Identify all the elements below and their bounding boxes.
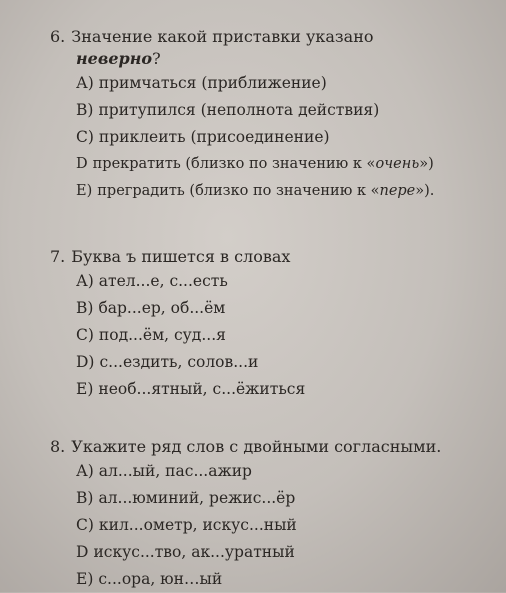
option-text <box>93 156 434 172</box>
question-6-number: 6. <box>50 27 66 46</box>
option-text: ал...ый, пас...ажир <box>98 462 252 480</box>
question-6-prompt-tail: ? <box>152 49 161 68</box>
question-6-option-a <box>50 70 500 97</box>
option-letter: С) <box>76 128 94 146</box>
option-text: с...ора, юн…ый <box>98 570 223 588</box>
option-text-after: ») <box>419 156 434 172</box>
question-8-number: 8. <box>50 437 66 456</box>
option-text: необ...ятный, с...ёжиться <box>98 380 306 398</box>
question-8 <box>50 436 500 593</box>
option-text: искус...тво, ак...уратный <box>93 543 295 561</box>
question-8-option-b <box>50 485 500 512</box>
question-7-option-e <box>50 376 500 403</box>
question-8-option-d <box>50 539 500 566</box>
option-text: бар...ер, об...ём <box>98 299 226 317</box>
option-text <box>97 183 434 199</box>
option-letter: В) <box>76 299 94 317</box>
option-letter: С) <box>76 516 94 534</box>
option-text: приклеить (присоединение) <box>98 128 330 146</box>
question-6-prompt-line1: Значение какой приставки указано <box>71 27 374 46</box>
question-6 <box>50 26 500 205</box>
question-8-option-c <box>50 512 500 539</box>
option-text: примчаться (приближение) <box>98 74 327 92</box>
question-7-option-a <box>50 268 500 295</box>
question-6-prompt <box>50 26 500 48</box>
option-letter: D <box>76 156 88 172</box>
option-letter: D) <box>76 353 95 371</box>
option-letter: А) <box>76 462 94 480</box>
option-letter: А) <box>76 272 94 290</box>
question-6-option-c <box>50 124 500 151</box>
option-text: с...ездить, солов...и <box>99 353 259 371</box>
question-7-option-b <box>50 295 500 322</box>
option-text: под...ём, суд...я <box>98 326 226 344</box>
option-text-after: »). <box>415 183 435 199</box>
question-7-prompt <box>50 246 500 268</box>
question-6-option-b <box>50 97 500 124</box>
option-text: притупился (неполнота действия) <box>98 101 380 119</box>
option-text-italic: очень <box>375 156 420 172</box>
option-letter: Е) <box>76 183 93 199</box>
option-text: кил...ометр, искус...ный <box>98 516 297 534</box>
option-letter: В) <box>76 101 94 119</box>
question-8-option-e <box>50 566 500 593</box>
option-letter: Е) <box>76 570 94 588</box>
question-8-prompt-text: Укажите ряд слов с двойными согласными. <box>71 437 442 456</box>
question-7-prompt-text: Буква ъ пишется в словах <box>71 247 291 266</box>
option-letter: D <box>76 543 89 561</box>
option-letter: Е) <box>76 380 94 398</box>
question-6-option-d <box>50 151 500 178</box>
option-text-before: прекратить (близко по значению к « <box>92 156 376 172</box>
option-letter: В) <box>76 489 94 507</box>
question-6-prompt-line2 <box>50 48 500 70</box>
question-6-emphasis: неверно <box>76 49 153 68</box>
question-7-option-c <box>50 322 500 349</box>
option-text-italic: пере <box>379 183 416 199</box>
question-7-option-d <box>50 349 500 376</box>
option-text-before: преградить (близко по значению к « <box>97 183 380 199</box>
option-text: ал...юминий, режис...ёр <box>98 489 296 507</box>
question-8-option-a <box>50 458 500 485</box>
option-text: ател...е, с...есть <box>98 272 228 290</box>
option-letter: С) <box>76 326 94 344</box>
question-7-number: 7. <box>50 247 66 266</box>
question-6-option-e <box>50 178 500 205</box>
option-letter: А) <box>76 74 94 92</box>
question-8-prompt <box>50 436 500 458</box>
question-7 <box>50 246 500 403</box>
